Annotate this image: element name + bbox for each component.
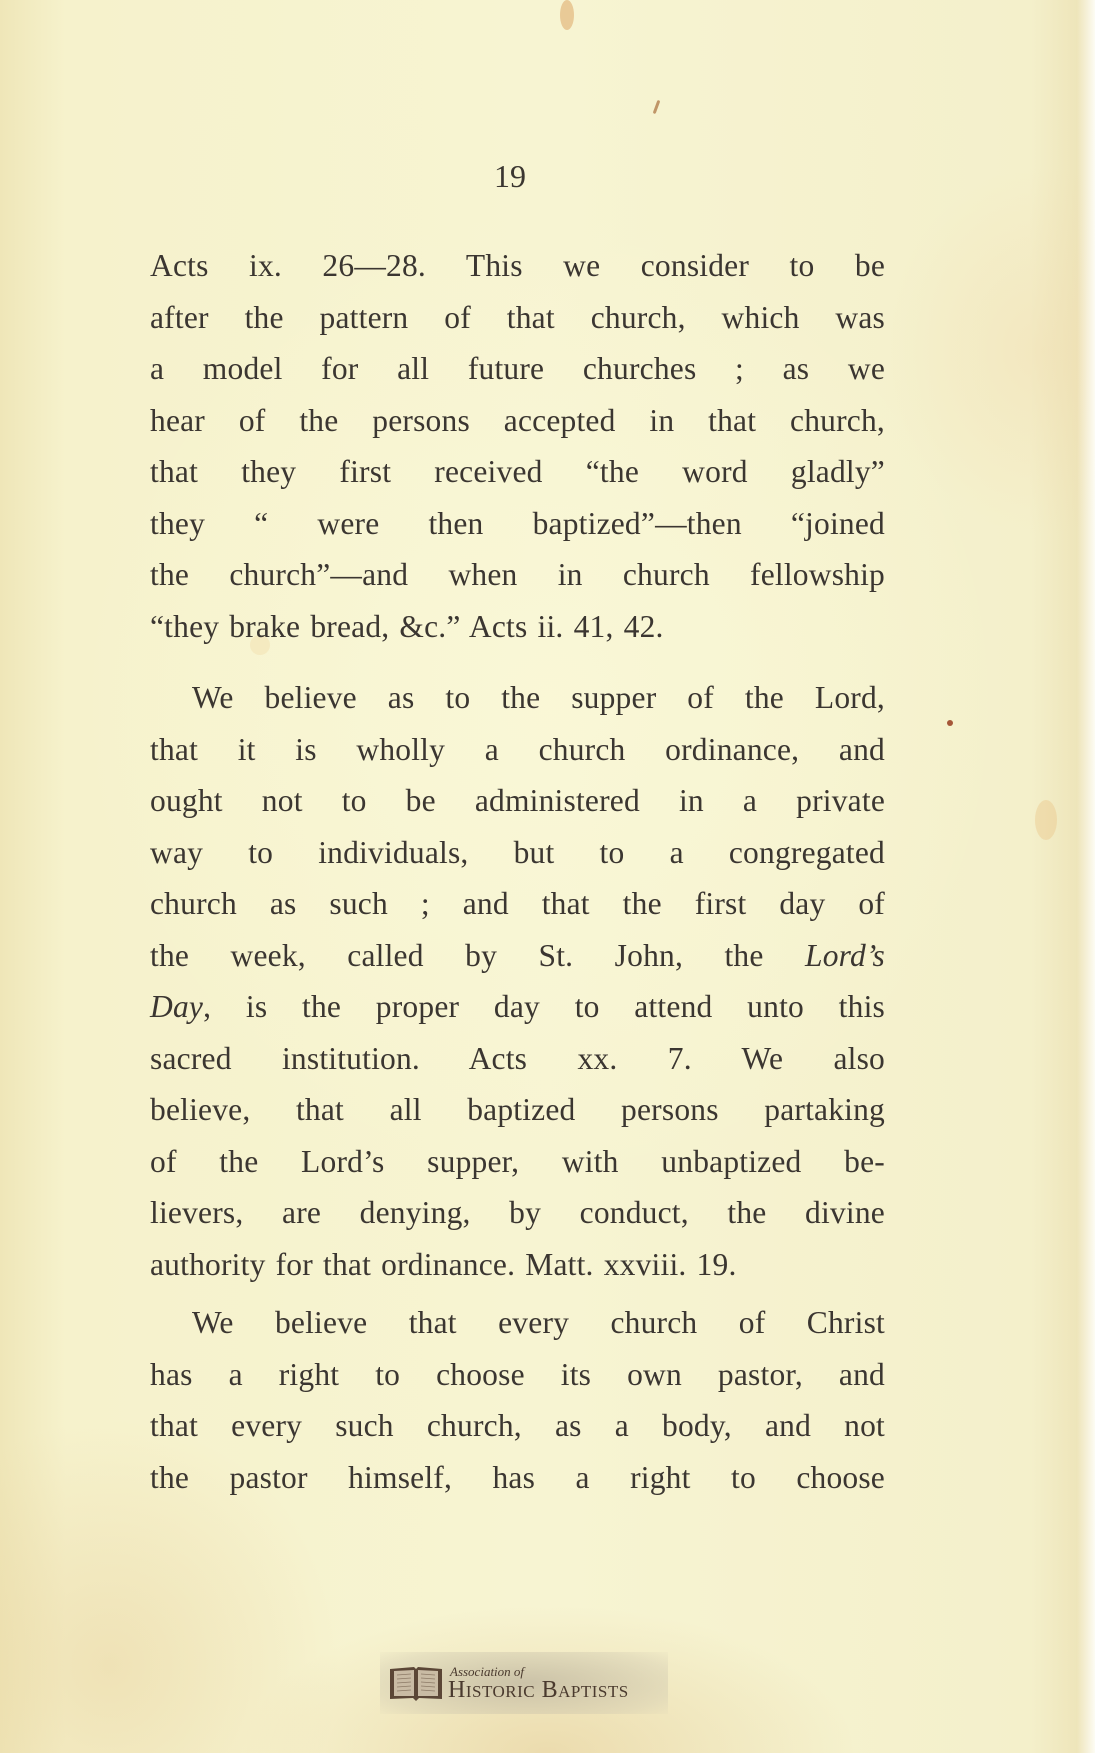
text-line: way to individuals, but to a congregated xyxy=(150,834,885,870)
paper-stain xyxy=(947,720,953,726)
text-segment: the week, called by St. John, the xyxy=(150,937,805,973)
text-line: “they brake bread, &c.” Acts ii. 41, 42. xyxy=(150,608,664,644)
text-line: has a right to choose its own pastor, and xyxy=(150,1356,885,1392)
text-line: Acts ix. 26—28. This we consider to be xyxy=(150,248,885,283)
paper-stain xyxy=(653,100,661,114)
text-line: We believe that every church of Christ xyxy=(192,1305,885,1340)
text-line xyxy=(150,981,885,1033)
text-line: they “ were then baptized”—then “joined xyxy=(150,505,885,541)
text-line: the church”—and when in church fellowship xyxy=(150,557,885,592)
italic-text: Lord’s xyxy=(805,937,885,973)
page-number: 19 xyxy=(494,158,526,194)
text-line: lievers, are denying, by conduct, the divine xyxy=(150,1195,885,1230)
logo-text xyxy=(448,1665,629,1702)
paragraph-1 xyxy=(150,240,885,652)
text-line: the pastor himself, has a right to choose xyxy=(150,1459,885,1495)
logo-subtitle: Association of xyxy=(450,1663,525,1679)
logo-title: Historic Baptists xyxy=(448,1676,629,1703)
text-line: of the Lord’s supper, with unbaptized be- xyxy=(150,1143,885,1179)
open-book-icon xyxy=(388,1663,444,1703)
text-line: We believe as to the supper of the Lord, xyxy=(192,680,885,715)
italic-text: Day xyxy=(150,989,204,1024)
paragraph-2 xyxy=(150,672,885,1290)
watermark-logo xyxy=(380,1652,668,1714)
text-line: authority for that ordinance. Matt. xxviii. 19. xyxy=(150,1246,737,1282)
text-line: that it is wholly a church ordinance, and xyxy=(150,731,885,767)
text-line: sacred institution. Acts xx. 7. We also xyxy=(150,1040,885,1076)
text-line xyxy=(150,930,885,982)
paragraph-3 xyxy=(150,1297,885,1503)
text-line: that every such church, as a body, and not xyxy=(150,1408,885,1443)
text-line: believe, that all baptized persons partaking xyxy=(150,1092,885,1127)
text-line: a model for all future churches ; as we xyxy=(150,351,885,386)
text-line: ought not to be administered in a private xyxy=(150,783,885,818)
text-line: church as such ; and that the first day of xyxy=(150,886,885,921)
page-edge xyxy=(1077,0,1095,1753)
text-line: after the pattern of that church, which was xyxy=(150,299,885,335)
text-segment: , is the proper day to attend unto this xyxy=(203,989,885,1024)
paper-stain xyxy=(560,0,574,30)
text-line: that they first received “the word gladly” xyxy=(150,454,885,489)
paper-stain xyxy=(1035,800,1057,840)
text-line: hear of the persons accepted in that church, xyxy=(150,402,885,438)
